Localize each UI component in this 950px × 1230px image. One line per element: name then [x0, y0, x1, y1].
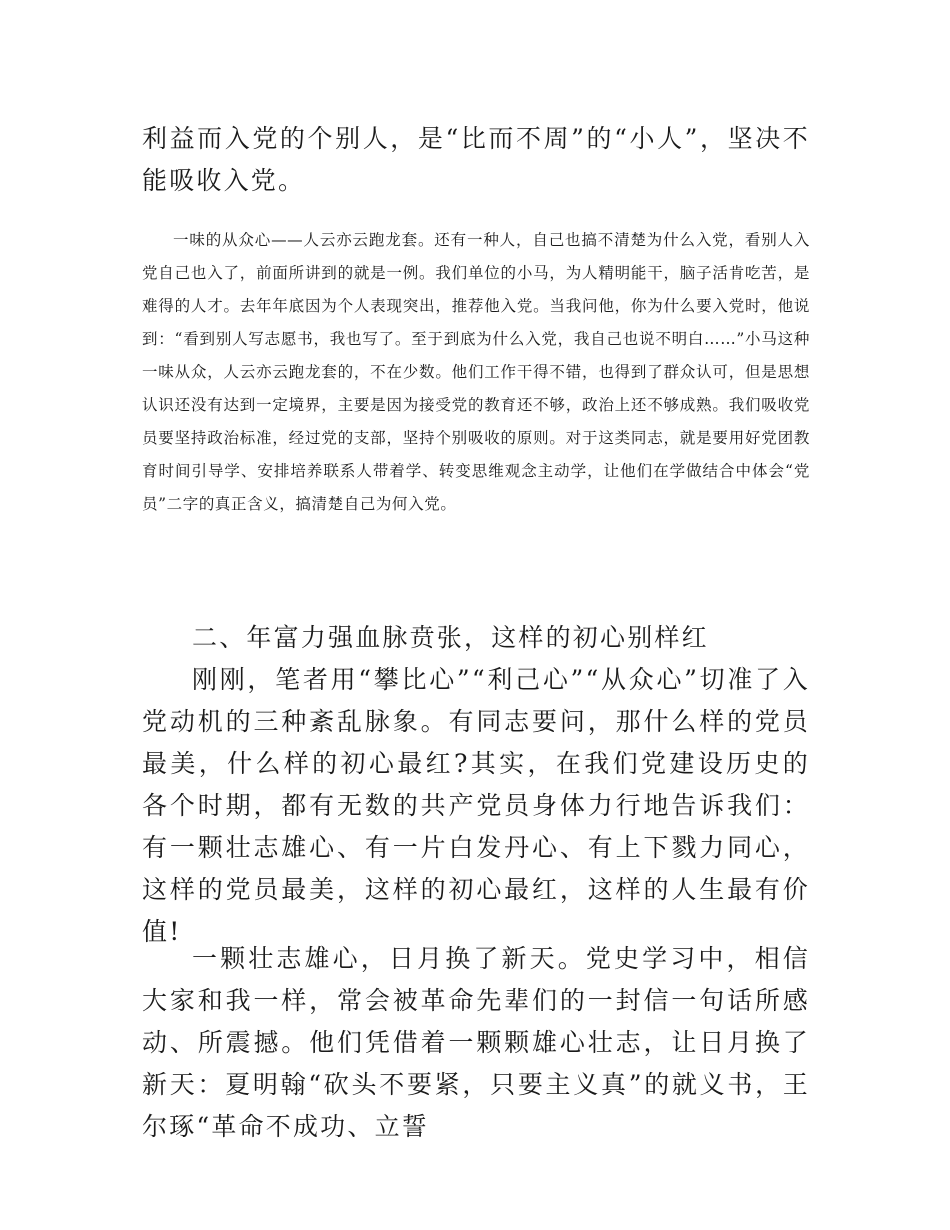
paragraph-continuation: 利益而入党的个别人，是“比而不周”的“小人”，坚决不能吸收入党。: [142, 124, 810, 195]
paragraph-conformity-mindset: 一味的从众心——人云亦云跑龙套。还有一种人，自己也搞不清楚为什么入党，看别人入党自己也入了，前面所讲到的就是一例。我们单位的小马，为人精明能干，脑子活肯吃苦，是难得的人才。去年年底因为个人表现突出，推荐他入党。当我问他，你为什么要入党时，他说到：“看到别人写志愿书，我也写了。至于到底为什么入党，我自己也说不明白……”小马这种一味从众，人云亦云跑龙套的，不在少数。他们工作干得不错，也得到了群众认可，但是思想认识还没有达到一定境界，主要是因为接受党的教育还不够，政治上还不够成熟。我们吸收党员要坚持政治标准，经过党的支部，坚持个别吸收的原则。对于这类同志，就是要用好党团教育时间引导学、安排培养联系人带着学、转变思维观念主动学，让他们在学做结合中体会“党员”二字的真正含义，搞清楚自己为何入党。: [142, 231, 810, 513]
paragraph-ambition: 一颗壮志雄心，日月换了新天。党史学习中，相信大家和我一样，常会被革命先辈们的一封信一句话所感动、所震撼。他们凭借着一颗颗雄心壮志，让日月换了新天：夏明翰“砍头不要紧，只要主义真”的就义书，王尔琢“革命不成功、立誓: [142, 944, 810, 1141]
paragraph-three-motives: 刚刚，笔者用“攀比心”“利己心”“从众心”切准了入党动机的三种紊乱脉象。有同志要问，那什么样的党员最美，什么样的初心最红?其实，在我们党建设历史的各个时期，都有无数的共产党员身体力行地告诉我们：有一颗壮志雄心、有一片白发丹心、有上下戮力同心，这样的党员最美，这样的初心最红，这样的人生最有价值!: [142, 665, 810, 946]
section-heading: 二、年富力强血脉贲张，这样的初心别样红: [192, 623, 709, 652]
